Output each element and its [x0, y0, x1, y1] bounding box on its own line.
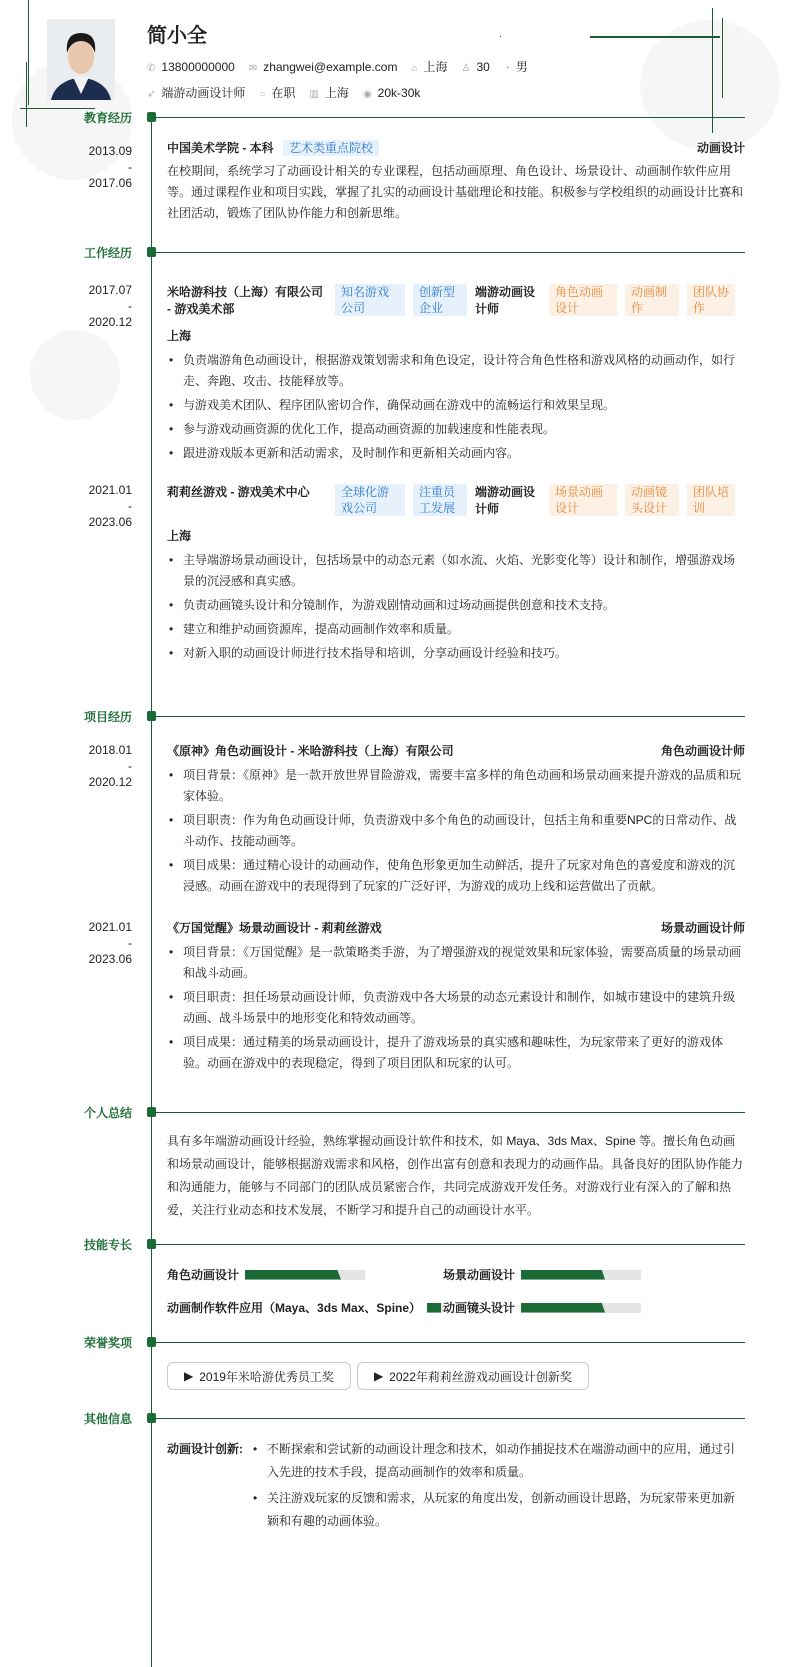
list-item: • 项目成果：通过精美的场景动画设计，提升了游戏场景的真实感和趣味性，为玩家带来了更好的游戏体验。动画在游戏中的表现稳定，得到了项目团队和玩家的认可。: [167, 1032, 745, 1074]
salary-icon: ◉: [362, 88, 372, 100]
skill-item: [167, 1266, 365, 1283]
gender-icon: ◔: [503, 63, 510, 74]
list-item: • 建立和维护动画资源库，提高动画制作效率和质量。: [167, 619, 745, 640]
section-title: 教育经历: [83, 111, 132, 125]
section-title: 其他信息: [83, 1412, 132, 1426]
timeline-line: [151, 116, 152, 1667]
job-title: 端游动画设计师: [475, 285, 536, 316]
list-item: • 项目背景：《万国觉醒》是一款策略类手游，为了增强游戏的视觉效果和玩家体验，需要高质量的场景动画和战斗动画。: [167, 942, 745, 984]
list-item: • 负责端游角色动画设计，根据游戏策划需求和角色设定，设计符合角色性格和游戏风格的动画动作，如行走、奔跑、攻击、技能释放等。: [167, 350, 745, 392]
date-range: [70, 282, 132, 330]
divider: [152, 117, 745, 118]
project-name: 《万国觉醒》场景动画设计 - 莉莉丝游戏: [167, 921, 382, 935]
project-header: [167, 918, 745, 939]
decor-line: [590, 36, 720, 38]
play-icon: ▶: [373, 1369, 384, 1383]
skill-item: [167, 1299, 443, 1316]
decor-line: [712, 8, 713, 133]
skill-tag: 团队协作: [687, 284, 735, 316]
job-header: [167, 484, 745, 518]
skill-name: 场景动画设计: [443, 1268, 516, 1282]
home-icon: ⌂: [411, 63, 418, 74]
status-icon: ○: [259, 89, 266, 100]
date-range: [70, 742, 132, 790]
major: 动画设计: [696, 141, 745, 155]
date-start: 2021.01: [88, 920, 132, 934]
list-item: • 项目职责：作为角色动画设计师，负责游戏中多个角色的动画设计，包括主角和重要NPC的日常动作、战斗动作、技能动画等。: [167, 810, 745, 852]
decor-line: [722, 18, 723, 98]
other-label: 动画设计创新:: [167, 1442, 243, 1456]
date-range: 2013.09 - 2017.06: [88, 144, 132, 190]
skill-bar: [521, 1303, 641, 1313]
mail-icon: ✉: [248, 62, 258, 74]
section-title: 技能专长: [83, 1238, 132, 1252]
project-list: [167, 765, 745, 897]
skill-bar: [427, 1303, 443, 1313]
building-icon: ▥: [309, 89, 319, 100]
age-icon: ♙: [461, 62, 471, 74]
status: 在职: [271, 86, 296, 100]
list-item: • 关注游戏玩家的反馈和需求，从玩家的角度出发，创新动画设计思路，为玩家带来更加新颖和有趣的动画体验。: [251, 1487, 745, 1533]
duty-list: [167, 550, 745, 664]
project-list: [167, 942, 745, 1074]
decor-line: [500, 36, 501, 37]
divider: [152, 1244, 745, 1245]
company: 莉莉丝游戏 - 游戏美术中心: [167, 485, 310, 499]
date-sep: -: [128, 499, 132, 513]
date-sep: -: [128, 299, 132, 313]
date-range: [70, 919, 132, 967]
phone-icon: ✆: [147, 62, 156, 74]
email: zhangwei@example.com: [263, 59, 398, 74]
play-icon: ▶: [184, 1369, 194, 1383]
list-item: • 跟进游戏版本更新和活动需求，及时制作和更新相关动画内容。: [167, 443, 745, 464]
skill-bar: [245, 1270, 365, 1280]
date-end: 2023.06: [88, 515, 132, 529]
gender: 男: [515, 60, 528, 74]
divider: [152, 1112, 745, 1113]
job-city: 上海: [167, 329, 192, 343]
project-entry: [167, 918, 745, 1074]
work-entry: [167, 284, 745, 464]
section-title: 工作经历: [83, 246, 132, 260]
section-title: 项目经历: [83, 710, 132, 724]
education-entry: [167, 138, 745, 224]
decor-circle: [640, 20, 780, 150]
decor-circle: [30, 330, 120, 420]
divider: [152, 716, 745, 717]
company-tag: 知名游戏公司: [335, 284, 405, 316]
decor-line: [26, 62, 27, 127]
list-item: • 项目职责：担任场景动画设计师，负责游戏中各大场景的动态元素设计和制作，如城市建设中的建筑升级动画、战斗场景中的地形变化和特效动画等。: [167, 987, 745, 1029]
skill-tag: 场景动画设计: [549, 484, 617, 516]
summary-text: 具有多年端游动画设计经验，熟练掌握动画设计软件和技术，如 Maya、3ds Max、Spine 等。擅长角色动画和场景动画设计，能够根据游戏需求和风格，创作出富有创意和表现力的动画作品。具备良好的团队协作能力和沟通能力，能够与不同部门的团队成员紧密合作，共同完成游戏开发任务。对游戏行业有深入的了解和热爱，关注行业动态和技术发展，不断学习和提升自己的动画设计水平。: [167, 1134, 744, 1217]
list-item: • 参与游戏动画资源的优化工作，提高动画资源的加载速度和性能表现。: [167, 419, 745, 440]
skill-tag: 动画镜头设计: [625, 484, 679, 516]
date-start: 2021.01: [88, 483, 132, 497]
date-end: 2023.06: [88, 952, 132, 966]
divider: [152, 1342, 745, 1343]
skill-bar: [521, 1270, 641, 1280]
age: 30: [476, 59, 490, 74]
target-city: 上海: [324, 86, 349, 100]
project-entry: [167, 741, 745, 897]
skill-tag: 团队培训: [687, 484, 735, 516]
project-name: 《原神》角色动画设计 - 米哈游科技（上海）有限公司: [167, 744, 454, 758]
award-item: ▶ 2022年莉莉丝游戏动画设计创新奖: [357, 1362, 589, 1390]
education-desc: 在校期间，系统学习了动画设计相关的专业课程，包括动画原理、角色设计、场景设计、动画制作软件应用等。通过课程作业和项目实践，掌握了扎实的动画设计基础理论和技能。积极参与学校组织的动画设计比赛和社团活动，锻炼了团队协作能力和创新思维。: [167, 164, 744, 220]
company: 米哈游科技（上海）有限公司 - 游戏美术部: [167, 285, 324, 316]
list-item: • 对新入职的动画设计师进行技术指导和培训，分享动画设计经验和技巧。: [167, 643, 745, 664]
other-info: [167, 1438, 745, 1533]
project-header: [167, 741, 745, 762]
skill-name: 动画制作软件应用（Maya、3ds Max、Spine）: [167, 1301, 422, 1315]
section-title: 个人总结: [83, 1106, 132, 1120]
list-item: • 负责动画镜头设计和分镜制作，为游戏剧情动画和过场动画提供创意和技术支持。: [167, 595, 745, 616]
date-end: 2020.12: [88, 775, 132, 789]
job-title: 端游动画设计师: [475, 485, 536, 516]
skill-item: [443, 1299, 641, 1316]
skill-tag: 动画制作: [625, 284, 679, 316]
date-start: 2018.01: [88, 743, 132, 757]
skill-item: [443, 1266, 641, 1283]
list-item: • 不断探索和尝试新的动画设计理念和技术，如动作捕捉技术在端游动画中的应用，通过引入先进的技术手段，提高动画制作的效率和质量。: [251, 1438, 745, 1484]
avatar: [47, 19, 115, 100]
list-item: • 与游戏美术团队、程序团队密切合作，确保动画在游戏中的流畅运行和效果呈现。: [167, 395, 745, 416]
date-sep: -: [128, 759, 132, 773]
list-item: • 主导端游场景动画设计，包括场景中的动态元素（如水流、火焰、光影变化等）设计和制作，增强游戏场景的沉浸感和真实感。: [167, 550, 745, 592]
duty-list: [167, 350, 745, 464]
skill-bar-fill: [521, 1270, 605, 1280]
date-end: 2020.12: [88, 315, 132, 329]
section-title: 荣誉奖项: [83, 1336, 132, 1350]
company-tag: 创新型企业: [413, 284, 467, 316]
skill-bar-fill: [245, 1270, 341, 1280]
work-entry: [167, 484, 745, 664]
school-tag: 艺术类重点院校: [283, 140, 379, 156]
date-sep: -: [128, 936, 132, 950]
phone: 13800000000: [161, 59, 235, 74]
list-item: • 项目成果：通过精心设计的动画动作，使角色形象更加生动鲜活，提升了玩家对角色的喜爱度和游戏的沉浸感。动画在游戏中的表现得到了玩家的广泛好评，为游戏的成功上线和运营做出了贡献。: [167, 855, 745, 897]
project-role: 场景动画设计师: [660, 921, 745, 935]
send-icon: ➶: [147, 89, 156, 100]
salary: 20k-30k: [377, 85, 421, 100]
job-header: [167, 284, 745, 318]
skill-bar-fill: [427, 1303, 441, 1313]
skill-bar-fill: [521, 1303, 605, 1313]
skill-name: 角色动画设计: [167, 1268, 240, 1282]
list-item: • 项目背景：《原神》是一款开放世界冒险游戏，需要丰富多样的角色动画和场景动画来提升游戏的品质和玩家体验。: [167, 765, 745, 807]
date-range: [70, 482, 132, 530]
award-item: ▶ 2019年米哈游优秀员工奖: [167, 1362, 351, 1390]
decor-line: [28, 0, 29, 105]
awards-list: [167, 1362, 595, 1390]
divider: [152, 252, 745, 253]
project-role: 角色动画设计师: [660, 744, 745, 758]
company-tag: 注重员工发展: [413, 484, 467, 516]
school: 中国美术学院 - 本科: [167, 141, 274, 155]
contact-row: [147, 58, 528, 75]
divider: [152, 1418, 745, 1419]
job-city: 上海: [167, 529, 192, 543]
company-tag: 全球化游戏公司: [335, 484, 405, 516]
position: 端游动画设计师: [161, 86, 246, 100]
city: 上海: [423, 60, 448, 74]
skill-name: 动画镜头设计: [443, 1301, 516, 1315]
job-intent-row: [147, 84, 420, 101]
date-start: 2017.07: [88, 283, 132, 297]
candidate-name: 简小全: [147, 25, 207, 47]
skill-tag: 角色动画设计: [549, 284, 617, 316]
